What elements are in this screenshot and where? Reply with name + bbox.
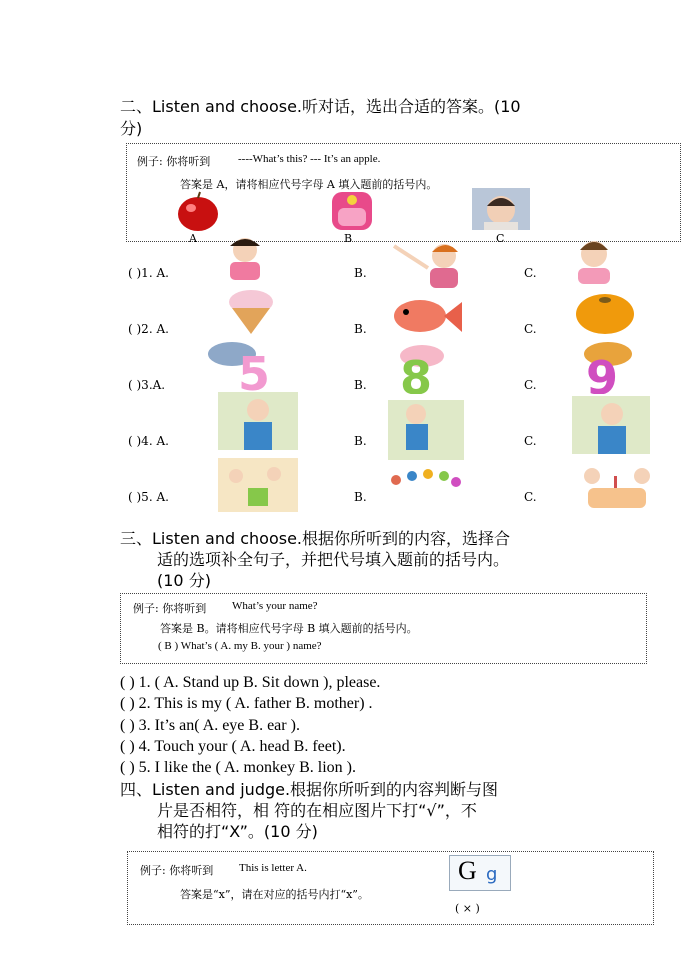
girl-image bbox=[208, 234, 282, 280]
q1-b: B. bbox=[354, 266, 367, 280]
q3-c: C. bbox=[524, 378, 537, 392]
girl2-image bbox=[554, 236, 632, 284]
letter-card bbox=[449, 855, 511, 891]
section4-heading-cont: 片是否相符，相 符的在相应图片下打“√”，不 bbox=[157, 801, 477, 820]
fish-image bbox=[388, 294, 464, 340]
s3-example-sample: ( B ) What’s ( A. my B. your ) name? bbox=[158, 640, 322, 652]
example-answer-note: 答案是 A，请将相应代号字母 A 填入题前的括号内。 bbox=[180, 178, 438, 191]
woman-image bbox=[388, 238, 476, 288]
svg-text:8: 8 bbox=[400, 351, 433, 394]
section3-heading-cont: 适的选项补全句子，并把代号填入题前的括号内。 bbox=[157, 550, 510, 569]
number-nine-image bbox=[570, 340, 646, 394]
section2-heading-cont: 分) bbox=[120, 119, 143, 138]
q5-c: C. bbox=[524, 490, 537, 504]
q2-label: ( )2. A. bbox=[128, 322, 169, 336]
boy-touch-head-image bbox=[218, 392, 298, 450]
svg-text:5: 5 bbox=[238, 347, 271, 392]
baby-image bbox=[470, 186, 532, 232]
schoolbag-image bbox=[324, 186, 380, 234]
q3-b: B. bbox=[354, 378, 367, 392]
example-label-b: B bbox=[344, 232, 353, 245]
s3-example-answer: 答案是 B。请将相应代号字母 B 填入题前的括号内。 bbox=[160, 622, 418, 635]
boy-touch-feet-image bbox=[388, 400, 464, 460]
section2-heading: 二、Listen and choose.听对话，选出合适的答案。(10 bbox=[120, 97, 521, 116]
s3-example-prefix: 例子: 你将听到 bbox=[133, 602, 207, 615]
letter-upper: G bbox=[458, 856, 477, 885]
orange-image bbox=[574, 292, 636, 336]
s4-example-sentence: This is letter A. bbox=[239, 862, 307, 874]
ice-cream-image bbox=[222, 288, 280, 336]
q3-label: ( )3.A. bbox=[128, 378, 166, 392]
number-five-image bbox=[204, 340, 300, 392]
s3-example-sentence: What’s your name? bbox=[232, 600, 318, 612]
q1-label: ( )1. A. bbox=[128, 266, 169, 280]
section4-heading-score: 相符的打“X”。(10 分) bbox=[157, 822, 318, 841]
letter-lower: g bbox=[486, 864, 498, 885]
q2-b: B. bbox=[354, 322, 367, 336]
example-dialog: ----What’s this? --- It’s an apple. bbox=[238, 153, 381, 165]
s4-example-answer: 答案是“x”，请在对应的括号内打“x”。 bbox=[180, 888, 369, 901]
q4-c: C. bbox=[524, 434, 537, 448]
example-prefix: 例子: 你将听到 bbox=[137, 155, 211, 168]
boy-touch-ear-image bbox=[572, 396, 650, 454]
birthday-party-image bbox=[572, 462, 664, 516]
s3-question-5: ( ) 5. I like the ( A. monkey B. lion ). bbox=[120, 759, 356, 776]
svg-text:9: 9 bbox=[586, 351, 619, 394]
q5-label: ( )5. A. bbox=[128, 490, 169, 504]
children-circle-image bbox=[386, 466, 464, 506]
section4-heading: 四、Listen and judge.根据你所听到的内容判断与图 bbox=[120, 780, 499, 799]
q2-c: C. bbox=[524, 322, 537, 336]
number-eight-image bbox=[388, 344, 462, 394]
q4-label: ( )4. A. bbox=[128, 434, 169, 448]
s3-question-1: ( ) 1. ( A. Stand up B. Sit down ), please. bbox=[120, 674, 381, 691]
section3-heading-score: (10 分) bbox=[157, 571, 211, 590]
apple-image bbox=[174, 190, 222, 232]
q4-b: B. bbox=[354, 434, 367, 448]
s4-example-prefix: 例子: 你将听到 bbox=[140, 864, 214, 877]
q5-b: B. bbox=[354, 490, 367, 504]
s3-question-3: ( ) 3. It’s an( A. eye B. ear ). bbox=[120, 717, 300, 734]
s3-question-4: ( ) 4. Touch your ( A. head B. feet). bbox=[120, 738, 346, 755]
s4-example-mark: ( × ) bbox=[455, 902, 480, 915]
q1-c: C. bbox=[524, 266, 537, 280]
section3-heading: 三、Listen and choose.根据你所听到的内容，选择合 bbox=[120, 529, 511, 548]
example-label-a: A bbox=[189, 232, 197, 245]
example-label-c: C bbox=[496, 232, 505, 245]
family-image bbox=[218, 458, 298, 512]
s3-question-2: ( ) 2. This is my ( A. father B. mother) . bbox=[120, 695, 373, 712]
